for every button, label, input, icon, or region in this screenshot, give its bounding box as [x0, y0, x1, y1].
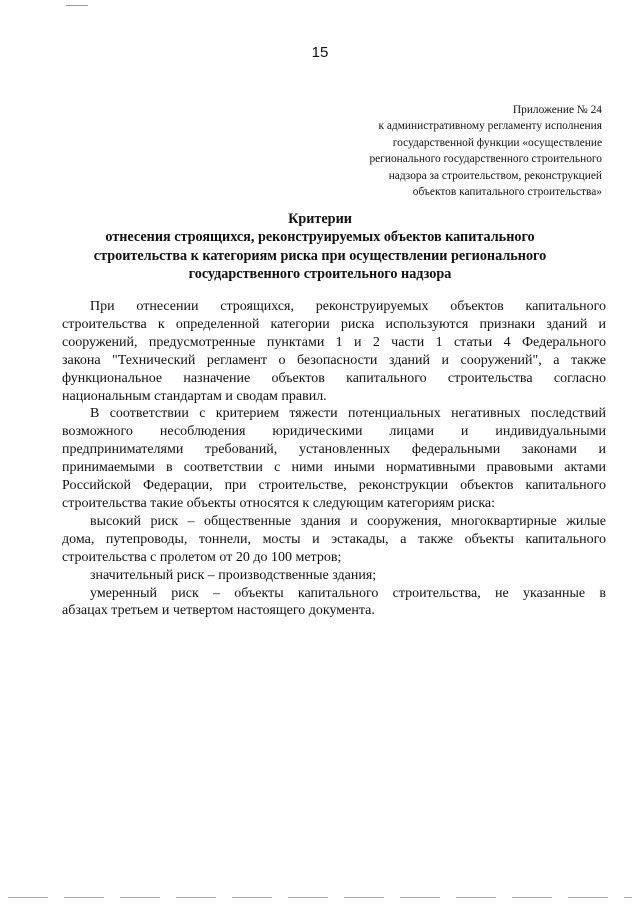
- text-line: строительства к определенной категории риска используются признаки зданий и: [62, 316, 606, 332]
- text-line: предпринимателями требований, установленных федеральными законами и: [62, 442, 606, 458]
- text-line: сооружений, предусмотренные пунктами 1 и 2 части 1 статьи 4 Федерального: [62, 334, 606, 350]
- paragraph: [62, 298, 606, 405]
- text-line: умеренный риск – объекты капитального строительства, не указанные в: [90, 585, 606, 601]
- paragraph: [62, 585, 606, 621]
- appendix-note: [302, 102, 602, 200]
- body-text: [62, 298, 606, 620]
- scan-edge: [8, 897, 632, 898]
- paragraph: [90, 567, 606, 585]
- appendix-line: регионального государственного строительного: [369, 153, 602, 166]
- paragraph: [62, 513, 606, 567]
- appendix-line: к административному регламенту исполнения: [378, 120, 602, 133]
- appendix-line: государственной функции «осуществление: [392, 136, 602, 149]
- appendix-line: объектов капитального строительства»: [412, 186, 602, 199]
- appendix-line: Приложение № 24: [512, 104, 602, 116]
- text-line: строительства с пролетом от 20 до 100 метров;: [62, 549, 342, 565]
- scan-mark: [66, 5, 88, 6]
- heading-line: государственного строительного надзора: [188, 266, 452, 283]
- text-line: высокий риск – общественные здания и сооружения, многоквартирные жилые: [90, 513, 606, 529]
- text-line: абзацах третьем и четвертом настоящего документа.: [62, 603, 375, 619]
- text-line: национальным стандартам и сводам правил.: [62, 388, 327, 404]
- text-line: функциональное назначение объектов капитального строительства согласно: [62, 370, 606, 386]
- text-line: строительства такие объекты относятся к следующим категориям риска:: [62, 495, 496, 511]
- heading-line: отнесения строящихся, реконструируемых объектов капитального: [105, 229, 535, 246]
- paragraph: [62, 405, 606, 512]
- text-line: При отнесении строящихся, реконструируемых объектов капитального: [90, 299, 606, 314]
- text-line: значительный риск – производственные здания;: [90, 567, 377, 583]
- text-line: Российской Федерации, при строительстве, реконструкции объектов капитального: [62, 478, 606, 494]
- document-heading: [60, 210, 580, 284]
- text-line: возможного несоблюдения юридическими лицами и индивидуальными: [62, 424, 606, 440]
- appendix-line: надзора за строительством, реконструкцией: [388, 169, 602, 182]
- text-line: дома, путепроводы, тоннели, мосты и эстакады, а также объекты капитального: [62, 531, 606, 547]
- heading-title: Критерии: [288, 211, 352, 227]
- text-line: принимаемыми в соответствии с ними иными нормативными правовыми актами: [62, 460, 606, 476]
- page-number: 15: [311, 44, 329, 61]
- heading-line: строительства к категориям риска при осуществлении регионального: [93, 247, 547, 264]
- text-line: В соответствии с критерием тяжести потенциальных негативных последствий: [90, 406, 606, 422]
- text-line: закона "Технический регламент о безопасности зданий и сооружений", а также: [62, 352, 606, 368]
